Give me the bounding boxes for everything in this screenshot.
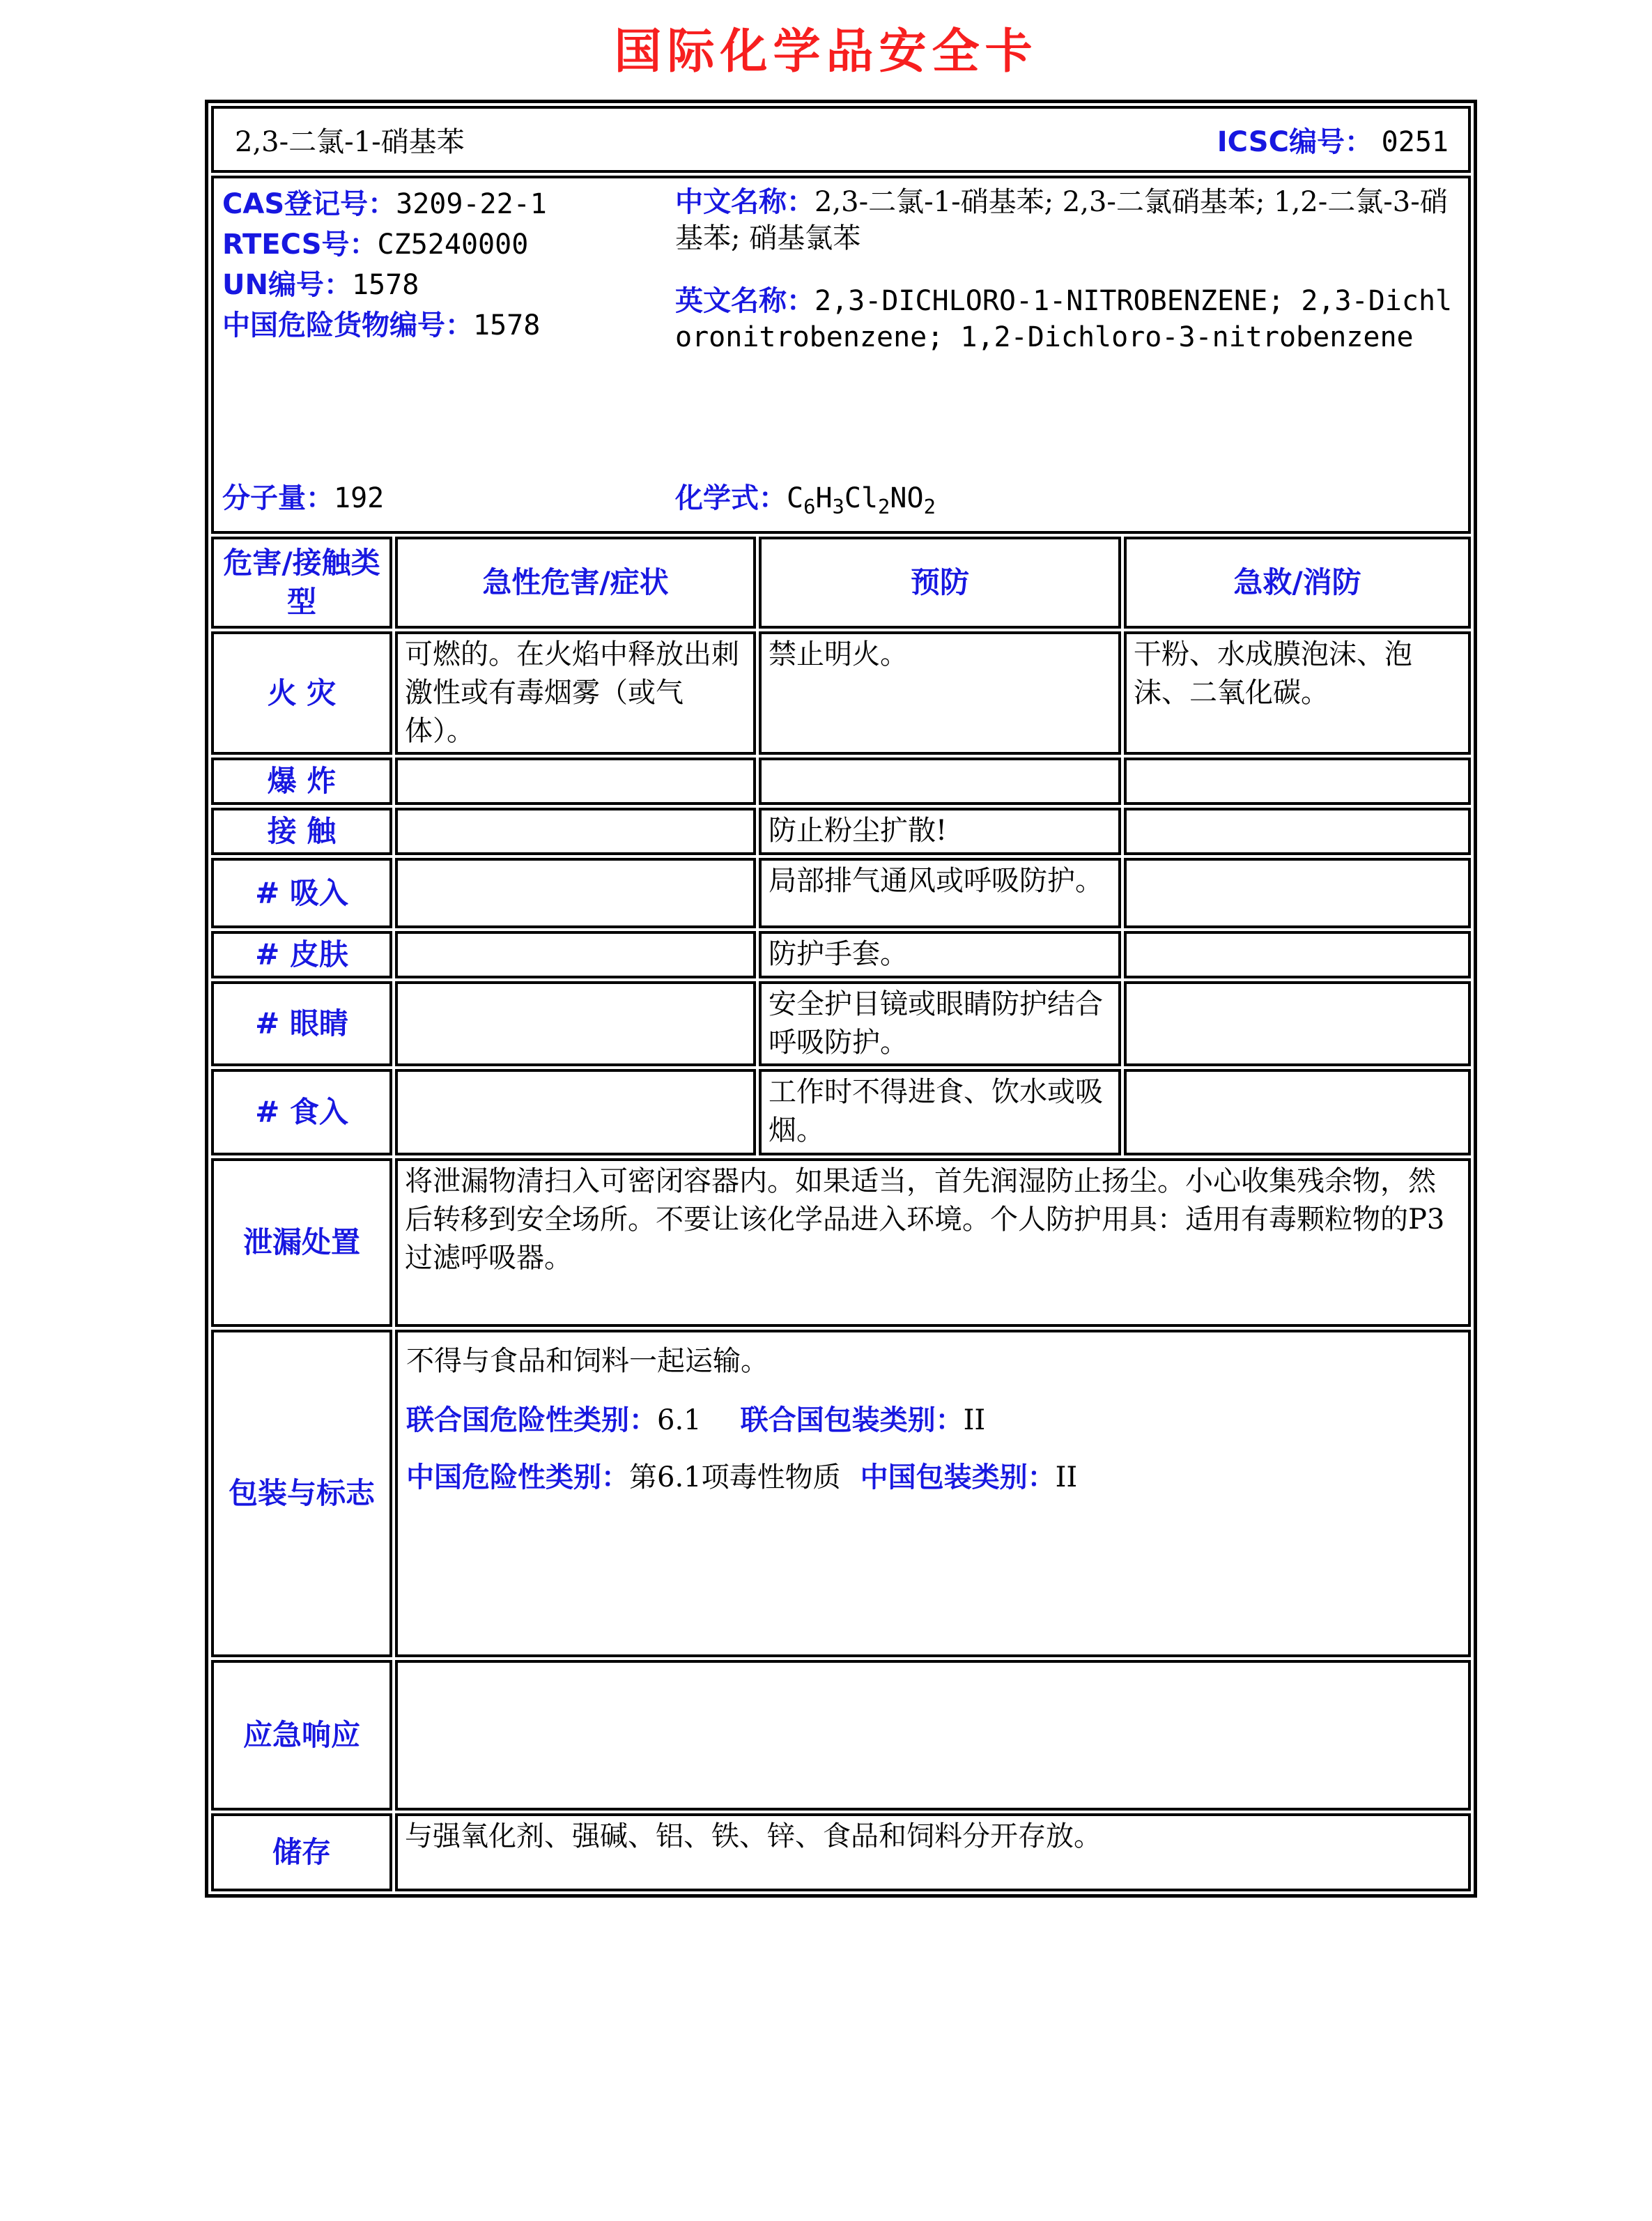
table-row-skin	[211, 931, 1471, 978]
contact-prevention: 防止粉尘扩散!	[759, 808, 1121, 855]
emergency-response-content	[395, 1660, 1471, 1811]
china-dg-number-value: 1578	[473, 309, 541, 341]
icsc-number	[1217, 120, 1449, 160]
chinese-name	[675, 184, 1460, 256]
safety-card	[205, 100, 1477, 1898]
row-label-explosion: 爆 炸	[211, 758, 392, 805]
un-number-label: UN编号：	[222, 269, 352, 301]
table-row-inhalation	[211, 858, 1471, 928]
chinese-name-value: 2,3-二氯-1-硝基苯; 2,3-二氯硝基苯; 1,2-二氯-3-硝基苯; 硝基氯苯	[675, 186, 1448, 254]
rtecs-number	[222, 224, 675, 265]
header-first-aid-firefighting: 急救/消防	[1124, 537, 1471, 629]
un-hazard-class-label: 联合国危险性类别：	[406, 1404, 657, 1436]
english-name-value: 2,3-DICHLORO-1-NITROBENZENE; 2,3-Dichloronitrobenzene; 1,2-Dichloro-3-nitrobenzene	[675, 285, 1453, 353]
section-emergency-response	[211, 1660, 1471, 1811]
chemical-formula-label: 化学式：	[675, 482, 787, 514]
skin-firstaid	[1124, 931, 1471, 978]
icsc-document	[0, 14, 1652, 1898]
substance-name-row	[211, 106, 1471, 173]
un-hazard-class-value: 6.1	[657, 1404, 702, 1436]
table-row-fire	[211, 631, 1471, 755]
fire-fighting: 干粉、水成膜泡沫、泡沫、二氧化碳。	[1124, 631, 1471, 755]
inhalation-firstaid	[1124, 858, 1471, 928]
rtecs-number-value: CZ5240000	[377, 229, 529, 261]
rtecs-number-label: RTECS号：	[222, 229, 378, 261]
un-number	[222, 265, 675, 305]
storage-label: 储存	[211, 1813, 392, 1891]
eyes-symptoms	[395, 981, 756, 1066]
cn-hazard-class-label: 中国危险性类别：	[406, 1461, 629, 1493]
un-packing-group-value: II	[963, 1404, 986, 1436]
molecular-weight-value: 192	[334, 482, 385, 514]
row-label-eyes: # 眼睛	[211, 981, 392, 1066]
cas-number	[222, 184, 675, 224]
ingestion-firstaid	[1124, 1069, 1471, 1155]
table-row-explosion	[211, 758, 1471, 805]
skin-symptoms	[395, 931, 756, 978]
icsc-number-value: 0251	[1381, 125, 1449, 158]
chemical-formula-value: $C_6H_3Cl_2NO_2$	[787, 482, 936, 518]
inhalation-prevention: 局部排气通风或呼吸防护。	[759, 858, 1121, 928]
table-row-ingestion	[211, 1069, 1471, 1155]
contact-firstaid	[1124, 808, 1471, 855]
section-storage	[211, 1813, 1471, 1891]
molecular-weight	[222, 476, 675, 525]
skin-prevention: 防护手套。	[759, 931, 1121, 978]
explosion-symptoms	[395, 758, 756, 805]
ingestion-prevention: 工作时不得进食、饮水或吸烟。	[759, 1069, 1121, 1155]
substance-name: 2,3-二氯-1-硝基苯	[235, 125, 465, 158]
header-hazard-type: 危害/接触类型	[211, 537, 392, 629]
eyes-firstaid	[1124, 981, 1471, 1066]
ingestion-symptoms	[395, 1069, 756, 1155]
spill-disposal-content: 将泄漏物清扫入可密闭容器内。如果适当，首先润湿防止扬尘。小心收集残余物，然后转移到安全场所。不要让该化学品进入环境。个人防护用具：适用有毒颗粒物的P3过滤呼吸器。	[395, 1158, 1471, 1327]
china-dg-number-label: 中国危险货物编号：	[222, 309, 473, 341]
english-name	[675, 283, 1460, 355]
icsc-number-label: ICSC编号：	[1217, 125, 1373, 158]
un-packing-group-label: 联合国包装类别：	[740, 1404, 964, 1436]
row-label-inhalation: # 吸入	[211, 858, 392, 928]
china-dg-number	[222, 305, 675, 346]
english-name-label: 英文名称：	[675, 285, 815, 317]
emergency-response-label: 应急响应	[211, 1660, 392, 1811]
row-label-contact: 接 触	[211, 808, 392, 855]
explosion-firefighting	[1124, 758, 1471, 805]
cas-number-label: CAS登记号：	[222, 188, 396, 220]
packaging-labelling-content	[395, 1330, 1471, 1657]
cas-number-value: 3209-22-1	[396, 188, 547, 220]
identity-section	[211, 176, 1471, 534]
row-label-skin: # 皮肤	[211, 931, 392, 978]
table-row-eyes	[211, 981, 1471, 1066]
fire-symptoms: 可燃的。在火焰中释放出刺激性或有毒烟雾（或气体）。	[395, 631, 756, 755]
table-row-contact	[211, 808, 1471, 855]
section-packaging-labelling	[211, 1330, 1471, 1657]
row-label-ingestion: # 食入	[211, 1069, 392, 1155]
section-spill-disposal	[211, 1158, 1471, 1327]
identifier-list	[222, 184, 675, 476]
chinese-name-label: 中文名称：	[675, 186, 815, 218]
un-number-value: 1578	[351, 269, 419, 301]
inhalation-symptoms	[395, 858, 756, 928]
page-title: 国际化学品安全卡	[614, 24, 1038, 79]
hazard-table-header	[211, 537, 1471, 629]
transport-note: 不得与食品和饲料一起运输。	[406, 1345, 769, 1377]
spill-disposal-label: 泄漏处置	[211, 1158, 392, 1327]
name-list	[675, 184, 1460, 476]
cn-hazard-class-value: 第6.1项毒性物质	[629, 1461, 841, 1493]
un-classification-line	[406, 1401, 1460, 1440]
eyes-prevention: 安全护目镜或眼睛防护结合呼吸防护。	[759, 981, 1121, 1066]
header-prevention: 预防	[759, 537, 1121, 629]
chemical-formula	[675, 476, 1460, 525]
contact-symptoms	[395, 808, 756, 855]
fire-prevention: 禁止明火。	[759, 631, 1121, 755]
cn-classification-line	[406, 1458, 1460, 1497]
cn-packing-group-label: 中国包装类别：	[860, 1461, 1056, 1493]
storage-content: 与强氧化剂、强碱、铝、铁、锌、食品和饲料分开存放。	[395, 1813, 1471, 1891]
molecular-weight-label: 分子量：	[222, 482, 334, 514]
packaging-labelling-label: 包装与标志	[211, 1330, 392, 1657]
cn-packing-group-value: II	[1055, 1461, 1078, 1493]
row-label-fire: 火 灾	[211, 631, 392, 755]
explosion-prevention	[759, 758, 1121, 805]
header-acute-symptoms: 急性危害/症状	[395, 537, 756, 629]
